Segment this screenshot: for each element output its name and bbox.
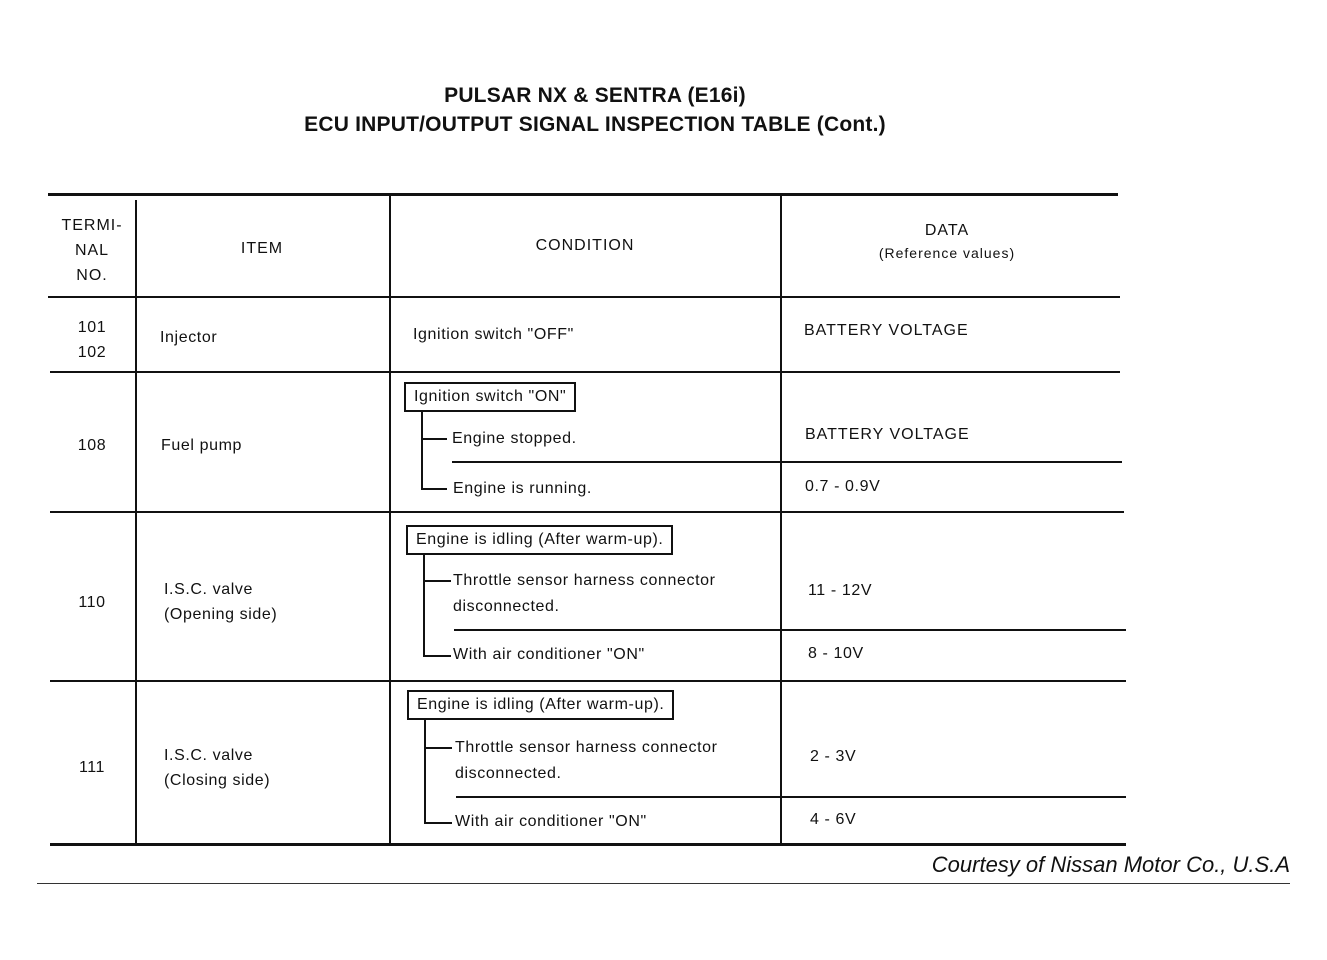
row-terminal: 111 [78,759,106,776]
condition-line: Throttle sensor harness connector [453,572,716,589]
row-terminal: 108 [77,437,107,454]
branch-connector [424,720,426,823]
subrow-data: 8 - 10V [808,645,864,662]
subrow-condition [455,735,718,787]
terminal-number: 101 [77,319,107,336]
branch-tick [423,580,451,582]
item-line: (Opening side) [164,606,278,623]
branch-connector [423,555,425,656]
subrow-condition: Engine stopped. [452,430,577,447]
row-item [164,577,277,627]
branch-tick [421,438,447,440]
condition-line: disconnected. [453,598,560,615]
header-condition: CONDITION [535,237,635,254]
courtesy-credit: Courtesy of Nissan Motor Co., U.S.A [931,852,1290,877]
subrow-data: BATTERY VOLTAGE [805,426,970,443]
subrow-condition [453,568,716,620]
item-line: I.S.C. valve [164,581,254,598]
header-item: ITEM [240,240,284,257]
item-line: (Closing side) [164,772,271,789]
subrow-divider [456,796,1126,798]
header-terminal [50,213,134,288]
row-condition: Ignition switch "OFF" [413,326,574,343]
header-data-title: DATA [924,222,970,239]
condition-box: Engine is idling (After warm-up). [407,690,674,720]
branch-connector [421,412,423,489]
terminal-number: 102 [77,344,107,361]
table-top-rule [48,193,1118,196]
row-item [164,743,270,793]
subrow-data: 11 - 12V [808,582,873,599]
item-line: I.S.C. valve [164,747,254,764]
branch-tick [421,488,447,490]
header-bottom-rule [48,296,1120,298]
subrow-condition: Engine is running. [453,480,592,497]
document-title: PULSAR NX & SENTRA (E16i) [444,84,746,107]
row-divider [50,371,1120,373]
column-divider [389,196,391,845]
column-divider [135,200,137,845]
condition-box: Engine is idling (After warm-up). [406,525,673,555]
subrow-data: 4 - 6V [810,811,857,828]
row-divider [50,680,1126,682]
column-divider [780,194,782,845]
footer-rule [37,883,1290,884]
header-terminal-line: TERMI- [61,217,123,234]
header-data-subtitle: (Reference values) [878,245,1016,261]
branch-tick [424,822,452,824]
condition-box: Ignition switch "ON" [404,382,576,412]
subrow-data: 2 - 3V [810,748,857,765]
condition-line: Throttle sensor harness connector [455,739,718,756]
branch-tick [424,747,452,749]
subrow-divider [452,461,1122,463]
subrow-condition: With air conditioner "ON" [453,646,645,663]
table-bottom-rule [50,843,1126,846]
row-item: Fuel pump [161,437,242,454]
row-item: Injector [160,329,218,346]
row-terminal: 110 [78,594,106,611]
header-terminal-line: NAL [74,242,110,259]
document-subtitle: ECU INPUT/OUTPUT SIGNAL INSPECTION TABLE (Cont.) [304,113,886,136]
row-divider [50,511,1124,513]
header-terminal-line: NO. [76,267,108,284]
row-terminal [50,315,134,365]
subrow-condition: With air conditioner "ON" [455,813,647,830]
condition-line: disconnected. [455,765,562,782]
row-data: BATTERY VOLTAGE [804,322,969,339]
subrow-data: 0.7 - 0.9V [805,478,881,495]
subrow-divider [454,629,1126,631]
header-data [782,218,1112,263]
branch-tick [423,655,451,657]
